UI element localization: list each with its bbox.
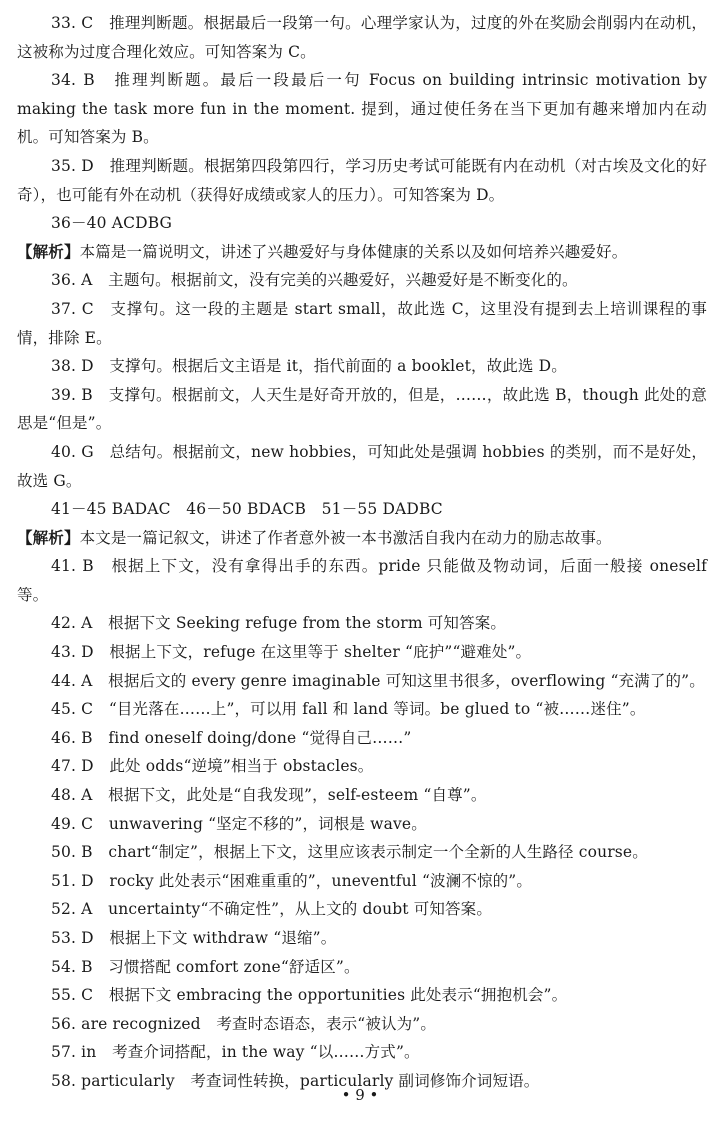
paragraph-text: 54. B 习惯搭配 comfort zone“舒适区”。 xyxy=(51,957,360,976)
paragraph-text: 46. B find oneself doing/done “觉得自己……” xyxy=(51,728,412,747)
paragraph-text: 57. in 考查介词搭配，in the way “以……方式”。 xyxy=(51,1043,420,1062)
answer-paragraph xyxy=(17,781,707,810)
paragraph-text: 42. A 根据下文 Seeking refuge from the storm 可知答案。 xyxy=(51,614,507,633)
answer-explanations xyxy=(17,9,707,1096)
analysis-label: 【解析】 xyxy=(17,241,80,261)
answer-paragraph xyxy=(17,609,707,638)
paragraph-text: 34. B 推理判断题。最后一段最后一句 Focus on building intrinsic motivation by making the task more fun in the moment. 提到，通过使任务在当下更加有趣来增加内在动机。可知答案为 B。 xyxy=(17,71,707,147)
paragraph-text: 52. A uncertainty“不确定性”，从上文的 doubt 可知答案。 xyxy=(51,900,492,919)
paragraph-text: 45. C “目光落在……上”，可以用 fall 和 land 等词。be glued to “被……迷住”。 xyxy=(51,700,646,719)
answer-paragraph xyxy=(17,981,707,1010)
paragraph-text: 41－45 BADAC 46－50 BDACB 51－55 DADBC xyxy=(51,500,443,519)
answer-paragraph xyxy=(17,295,707,352)
paragraph-text: 50. B chart“制定”，根据上下文，这里应该表示制定一个全新的人生路径 course。 xyxy=(51,843,648,862)
paragraph-text: 53. D 根据上下文 withdraw “退缩”。 xyxy=(51,929,337,947)
paragraph-text: 49. C unwavering “坚定不移的”，词根是 wave。 xyxy=(51,814,427,833)
page-number: • 9 • xyxy=(341,1086,379,1104)
answer-paragraph xyxy=(17,438,707,495)
answer-paragraph xyxy=(17,266,707,295)
paragraph-text: 37. C 支撑句。这一段的主题是 start small，故此选 C，这里没有提到去上培训课程的事情，排除 E。 xyxy=(17,299,707,347)
answer-paragraph xyxy=(17,381,707,438)
paragraph-text: 本文是一篇记叙文，讲述了作者意外被一本书激活自我内在动力的励志故事。 xyxy=(79,528,612,547)
paragraph-text: 39. B 支撑句。根据前文，人天生是好奇开放的，但是，……，故此选 B，though 此处的意思是“但是”。 xyxy=(17,385,707,433)
paragraph-text: 本篇是一篇说明文，讲述了兴趣爱好与身体健康的关系以及如何培养兴趣爱好。 xyxy=(79,242,628,261)
paragraph-text: 47. D 此处 odds“逆境”相当于 obstacles。 xyxy=(51,757,374,776)
answer-paragraph xyxy=(17,638,707,667)
answer-paragraph xyxy=(17,752,707,781)
paragraph-text: 44. A 根据后文的 every genre imaginable 可知这里书很多，overflowing “充满了的”。 xyxy=(51,671,705,690)
answer-paragraph xyxy=(17,66,707,152)
paragraph-text: 51. D rocky 此处表示“困难重重的”，uneventful “波澜不惊的”。 xyxy=(51,871,533,890)
paragraph-text: 36－40 ACDBG xyxy=(51,214,173,233)
answer-paragraph xyxy=(17,552,707,609)
answer-paragraph xyxy=(17,838,707,867)
answer-paragraph xyxy=(17,152,707,209)
paragraph-text: 56. are recognized 考查时态语态，表示“被认为”。 xyxy=(51,1014,436,1033)
answer-paragraph xyxy=(17,1038,707,1067)
answer-paragraph xyxy=(17,867,707,896)
answer-paragraph xyxy=(17,1010,707,1039)
analysis-paragraph xyxy=(17,238,707,267)
analysis-paragraph xyxy=(17,524,707,553)
answer-paragraph xyxy=(17,495,707,524)
answer-paragraph xyxy=(17,724,707,753)
paragraph-text: 38. D 支撑句。根据后文主语是 it，指代前面的 a booklet，故此选 D。 xyxy=(51,357,567,376)
paragraph-text: 36. A 主题句。根据前文，没有完美的兴趣爱好，兴趣爱好是不断变化的。 xyxy=(51,271,578,290)
answer-paragraph xyxy=(17,924,707,953)
answer-paragraph xyxy=(17,810,707,839)
answer-paragraph xyxy=(17,953,707,982)
paragraph-text: 55. C 根据下文 embracing the opportunities 此处表示“拥抱机会”。 xyxy=(51,986,568,1005)
paragraph-text: 40. G 总结句。根据前文，new hobbies，可知此处是强调 hobbies 的类别，而不是好处，故选 G。 xyxy=(17,442,707,490)
answer-paragraph xyxy=(17,352,707,381)
answer-paragraph xyxy=(17,695,707,724)
paragraph-text: 48. A 根据下文，此处是“自我发现”，self-esteem “自尊”。 xyxy=(51,786,487,805)
paragraph-text: 33. C 推理判断题。根据最后一段第一句。心理学家认为，过度的外在奖励会削弱内在动机，这被称为过度合理化效应。可知答案为 C。 xyxy=(17,14,707,61)
answer-paragraph xyxy=(17,9,707,66)
paragraph-text: 43. D 根据上下文，refuge 在这里等于 shelter “庇护”“避难处”。 xyxy=(51,643,532,662)
answer-paragraph xyxy=(17,895,707,924)
paragraph-text: 41. B 根据上下文，没有拿得出手的东西。pride 只能做及物动词，后面一般接 oneself 等。 xyxy=(17,557,707,604)
answer-paragraph xyxy=(17,209,707,238)
paragraph-text: 58. particularly 考查词性转换，particularly 副词修饰介词短语。 xyxy=(51,1071,540,1090)
analysis-label: 【解析】 xyxy=(17,527,80,547)
paragraph-text: 35. D 推理判断题。根据第四段第四行，学习历史考试可能既有内在动机（对古埃及文化的好奇），也可能有外在动机（获得好成绩或家人的压力）。可知答案为 D。 xyxy=(17,156,707,204)
answer-paragraph xyxy=(17,667,707,696)
